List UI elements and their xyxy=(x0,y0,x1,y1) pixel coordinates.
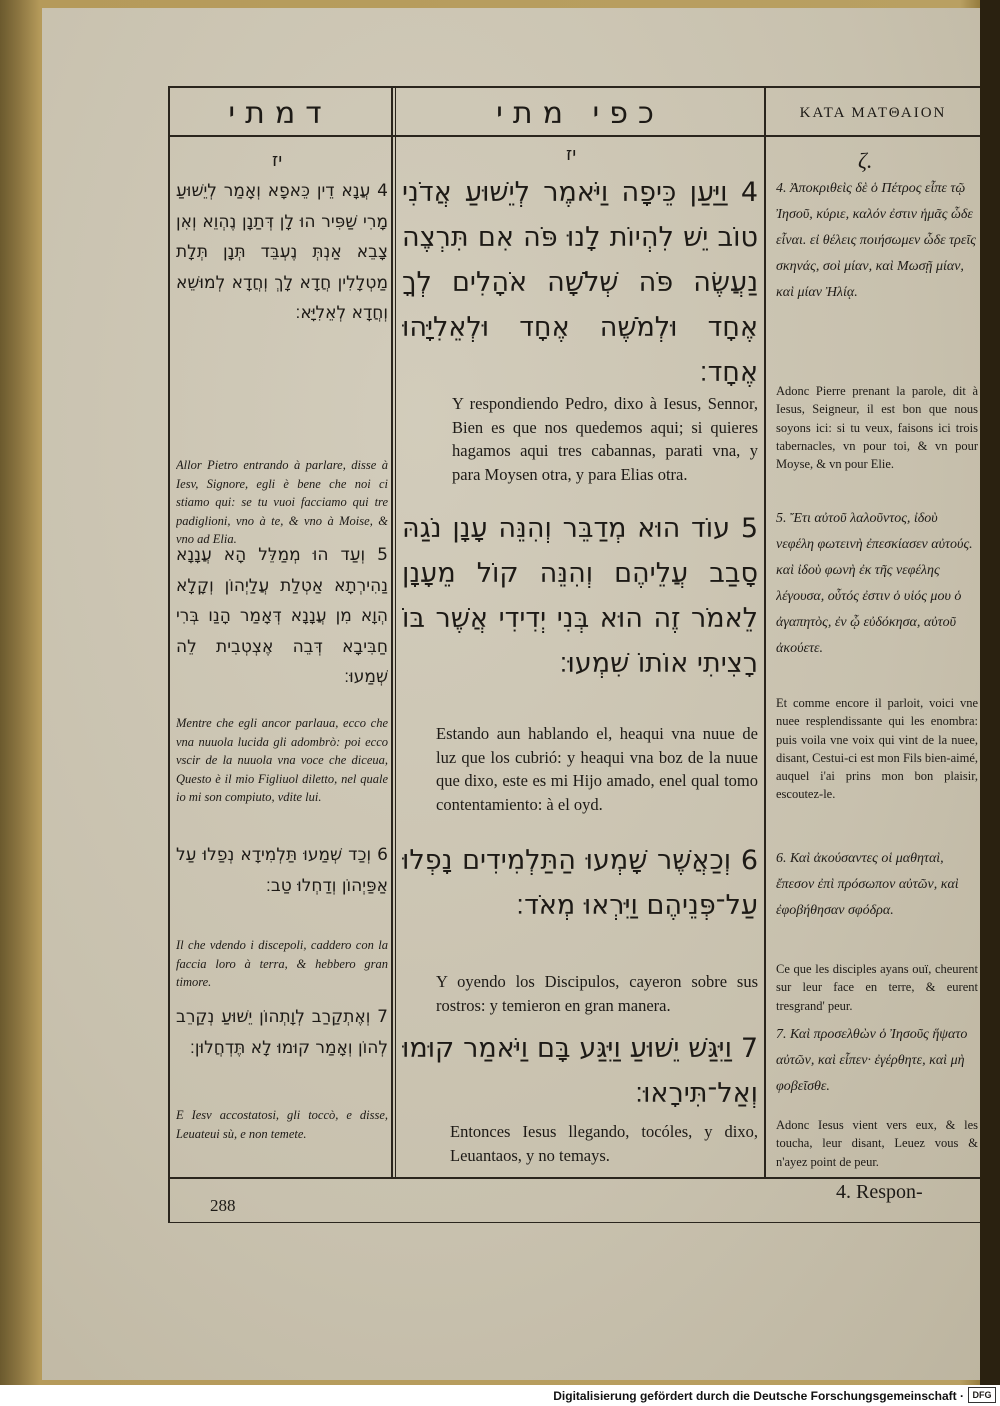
column-divider-3 xyxy=(764,86,766,1178)
center-verse-5-hebrew: 5 עוֹד הוּא מְדַבֵּר וְהִנֵּה עָנָן נֹגַהּ סָבַב עֲלֵיהֶם וְהִנֵּה קוֹל מֵעָנָן לֵאמֹר זֶה הוּא בְּנִי יְדִידִי אֲשֶׁר בּוֹ רָצִיתִי אוֹתוֹ שִׁמְעוּ׃ xyxy=(402,513,758,679)
left-frame-rule xyxy=(168,86,170,1223)
right-header: ΚΑΤΑ ΜΑΤΘΑΙΟΝ xyxy=(799,104,947,121)
center-verse-7-hebrew: 7 וַיִּגַּשׁ יֵשׁוּעַ וַיִּגַּע בָּם וַיֹּאמַר קוּמוּ וְאַל־תִּירָאוּ׃ xyxy=(402,1033,758,1109)
left-header: דמתי xyxy=(228,95,332,131)
left-column xyxy=(176,176,388,1176)
right-verse-7-french: Adonc Iesus vient vers eux, & les toucha, leur disant, Leuez vous & n'ayez point de peur. xyxy=(776,1118,978,1169)
center-column xyxy=(402,170,758,1176)
left-verse-5-hebrew: 5 וְעַד הוּ מְמַלֵּל הָא עֲנָנָא נַהִירְתָא אַטְלַת עֲלַיְהוֹן וְקָלָא הְוָא מִן עֲנָנָא דְּאָמַר הָנַו בְּרִי חַבִּיבָא דְּבֵה אֶצְטְבִית לֵה שְׁמַעוּ׃ xyxy=(176,545,388,687)
left-verse-4-italian: Allor Pietro entrando à parlare, disse à Iesv, Signore, egli è bene che noi ci stiamo qui: se tu vuoi facciamo qui tre padiglioni, vno à te, & vno à Moise, & vno ad Elia. xyxy=(176,458,388,546)
left-verse-7-italian: E Iesv accostatosi, gli toccò, e disse, Leuateui sù, e non temete. xyxy=(176,1108,388,1141)
center-verse-4-spanish: Y respondiendo Pedro, dixo à Iesus, Sennor, Bien es que nos quedemos aqui; si quieres hagamos aqui tres cabannas, parati vna, y para Moysen otra, y para Elias otra. xyxy=(452,394,758,484)
center-verse-5-spanish: Estando aun hablando el, heaqui vna nuue de luz que los cubrió: y heaqui vna boz de la nuue que dixo, este es mi Hijo amado, enel qual tomo contentamiento: à el oyd. xyxy=(436,724,758,814)
center-verse-7-spanish: Entonces Iesus llegando, tocóles, y dixo, Leuantaos, y no temays. xyxy=(450,1122,758,1165)
center-header: כפי מתי xyxy=(496,95,664,131)
right-verse-6-french: Ce que les disciples ayans ouï, cheurent sur leur face en terre, & eurent tresgrand' peur. xyxy=(776,962,978,1013)
left-verse-6-italian: Il che vdendo i discepoli, caddero con la faccia loro à terra, & hebbero gran timore. xyxy=(176,938,388,989)
center-verse-4-hebrew: 4 וַיַּעַן כֵּיפָה וַיֹּאמֶר לְיֵשׁוּעַ אֲדֹנִי טוֹב יֵשׁ לִהְיוֹת לָנוּ פֹּה אִם תִּרְצֶה נַעֲשֶׂה פֹּה שְׁלֹשָׁה אֹהָלִים לְךָ אֶחָד וּלְמֹשֶׁה אֶחָד וּלְאֵלִיָּהוּ אֶחָד׃ xyxy=(402,177,758,388)
page-number: 288 xyxy=(210,1196,236,1215)
right-verse-4-greek: 4. Ἀποκριθεὶς δὲ ὁ Πέτρος εἶπε τῷ Ἰησοῦ, κύριε, καλόν ἐστιν ἡμᾶς ὧδε εἶναι. εἰ θέλεις ποιήσωμεν ὧδε τρεῖς σκηνάς, σοὶ μίαν, καὶ Μωσῇ μίαν, καὶ μίαν Ἠλίᾳ. xyxy=(776,181,976,300)
bottom-rule xyxy=(168,1177,980,1179)
right-verse-6-greek: 6. Καὶ ἀκούσαντες οἱ μαθηταὶ, ἔπεσον ἐπὶ πρόσωπον αὐτῶν, καὶ ἐφοβήθησαν σφόδρα. xyxy=(776,851,959,918)
left-verse-7-hebrew: 7 וְאֶתְקַרַב לְוָתְהוֹן יֵשׁוּעַ נְקַרֵב לְהוֹן וְאָמַר קוּמוּ לָא תֶּדְחֲלוּן׃ xyxy=(176,1007,388,1058)
catchword: 4. Respon- xyxy=(836,1181,923,1203)
center-verse-6-spanish: Y oyendo los Discipulos, cayeron sobre sus rostros: y temieron en gran manera. xyxy=(436,972,758,1015)
right-verse-4-french: Adonc Pierre prenant la parole, dit à Iesus, Seigneur, il est bon que nous soyons ici: si tu veux, faisons ici trois tabernacles, vn pour toi, & vn pour Moyse, & vn pour Elie. xyxy=(776,384,978,472)
dfg-logo: DFG xyxy=(968,1387,996,1403)
right-verse-5-french: Et comme encore il parloit, voici vne nuee resplendissante qui les enombra: puis voila vne voix qui vint de la nuee, disant, Cestui-ci est mon Fils bien-aimé, auquel i'ai prins mon bon plaisir, escoutez-le. xyxy=(776,696,978,802)
digitization-footer xyxy=(0,1385,1000,1406)
scan-edge xyxy=(980,0,1000,1385)
column-divider-1 xyxy=(391,86,393,1178)
header-rule xyxy=(168,135,980,137)
column-divider-2 xyxy=(395,86,396,1178)
left-verse-4-hebrew: 4 עֲנָא דֵין כֵּאפָא וְאָמַר לְיֵשׁוּעַ מָרִי שַׁפִּיר הוּ לָן דְּתַנָן נֶהְוֵא וְאִן צָבֵא אַנְתְּ נֶעְבֵּד תְּנָן תְּלָת מַטְלָלִין חֲדָא לָךְ וְחֲדָא לְמוּשֵׁא וְחֲדָא לְאֵלִיָּא׃ xyxy=(176,181,388,323)
left-verse-6-hebrew: 6 וְכַד שְׁמַעוּ תַּלְמִידָא נְפַלוּ עַל אַפַּיְהוֹן וְדַחְלוּ טַב׃ xyxy=(176,845,388,896)
top-rule xyxy=(168,86,980,88)
center-chapter-number: יז xyxy=(566,144,577,165)
right-verse-7-greek: 7. Καὶ προσελθὼν ὁ Ἰησοῦς ἥψατο αὐτῶν, καὶ εἶπεν· ἐγέρθητε, καὶ μὴ φοβεῖσθε. xyxy=(776,1027,968,1094)
center-verse-6-hebrew: 6 וְכַאֲשֶׁר שָׁמְעוּ הַתַּלְמִידִים נָפְלוּ עַל־פְּנֵיהֶם וַיִּרְאוּ מְאֹד׃ xyxy=(402,845,758,921)
footer-credit: Digitalisierung gefördert durch die Deutsche Forschungsgemeinschaft · xyxy=(553,1389,964,1403)
right-chapter-number: ζ. xyxy=(858,148,873,173)
left-chapter-number: יז xyxy=(272,150,283,171)
left-verse-5-italian: Mentre che egli ancor parlaua, ecco che vna nuuola lucida gli adombrò: poi ecco vscir de la nuuola vna voce che diceua, Questo è il mio Figliuol diletto, nel quale io mi son compiuto, vdite lui. xyxy=(176,716,388,804)
right-verse-5-greek: 5. Ἔτι αὐτοῦ λαλοῦντος, ἰδοὺ νεφέλη φωτεινὴ ἐπεσκίασεν αὐτούς. καὶ ἰδοὺ φωνὴ ἐκ τῆς νεφέλης λέγουσα, οὗτός ἐστιν ὁ υἱός μου ὁ ἀγαπητὸς, ἐν ᾧ εὐδόκησα, αὐτοῦ ἀκούετε. xyxy=(776,511,973,656)
footer-rule xyxy=(168,1222,980,1223)
right-column xyxy=(776,176,978,1176)
